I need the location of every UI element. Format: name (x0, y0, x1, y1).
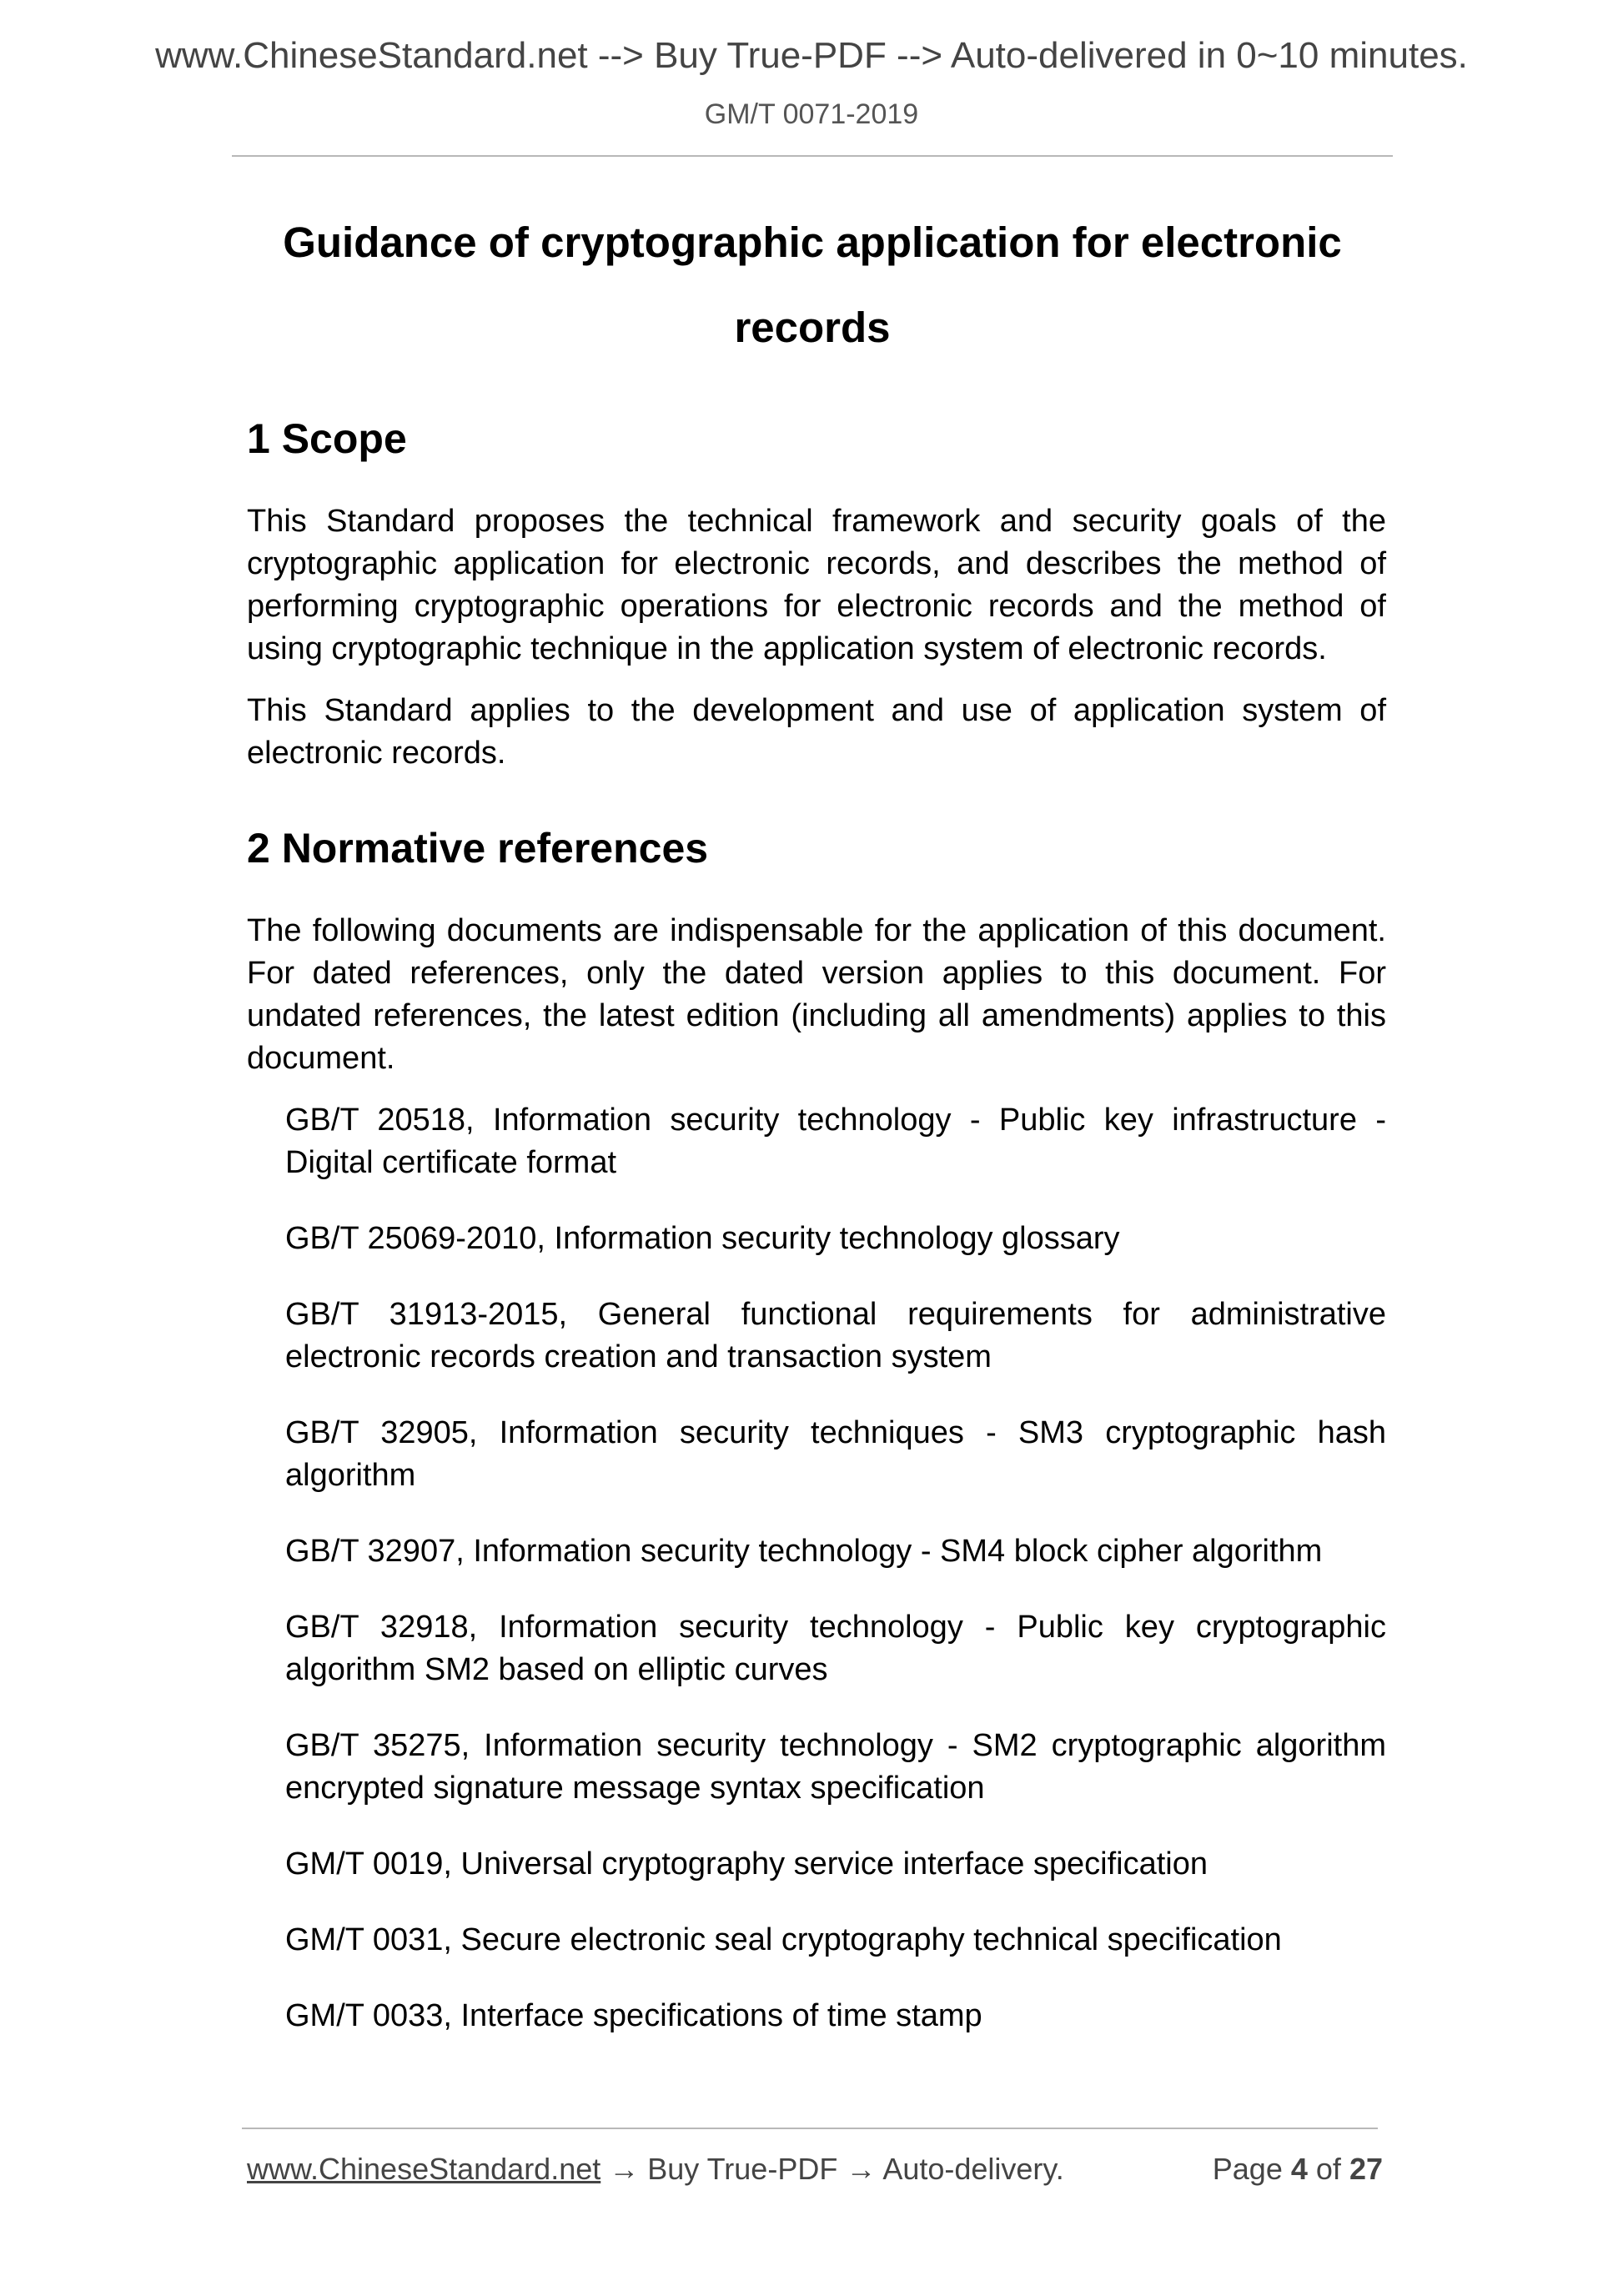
reference-item: GB/T 32918, Information security technology - Public key cryptographic algorithm SM2 based on elliptic curves (285, 1610, 1386, 1687)
reference-item: GB/T 32905, Information security techniques - SM3 cryptographic hash algorithm (285, 1415, 1386, 1493)
reference-item: GM/T 0019, Universal cryptography service interface specification (285, 1846, 1208, 1882)
document-body (247, 400, 1386, 2037)
reference-item: GB/T 32907, Information security technology - SM4 block cipher algorithm (285, 1534, 1323, 1569)
header-divider (232, 155, 1393, 157)
document-title-line-2: records (734, 304, 891, 351)
scope-paragraph-1: This Standard proposes the technical framework and security goals of the cryptographic application for electronic records, and describes the method of performing cryptographic operations for electronic records and the method of using cryptographic technique in the application system of electronic records. (247, 504, 1386, 666)
scope-paragraph-2: This Standard applies to the development and use of application system of electronic records. (247, 693, 1386, 771)
page-total: 27 (1349, 2152, 1383, 2186)
page-indicator (1174, 2152, 1383, 2187)
promo-banner: www.ChineseStandard.net --> Buy True-PDF --> Auto-delivered in 0~10 minutes. (155, 35, 1468, 76)
page-label: Page (1212, 2152, 1283, 2186)
page-of-label: of (1315, 2152, 1341, 2186)
reference-list (247, 1099, 1386, 2037)
footer-site-link[interactable]: www.ChineseStandard.net (247, 2152, 601, 2186)
footer-tagline: → Buy True-PDF → Auto-delivery. (600, 2152, 1064, 2186)
page-current: 4 (1290, 2152, 1308, 2186)
reference-item: GB/T 31913-2015, General functional requirements for administrative electronic records creation and transaction system (285, 1297, 1386, 1374)
document-code: GM/T 0071-2019 (704, 98, 919, 130)
section-heading-scope: 1 Scope (247, 415, 407, 462)
document-title-line-1: Guidance of cryptographic application for electronic (283, 219, 1342, 266)
reference-item: GB/T 25069-2010, Information security technology glossary (285, 1221, 1120, 1256)
footer-divider (242, 2128, 1378, 2129)
section-heading-normative-references: 2 Normative references (247, 825, 709, 872)
normative-intro-paragraph: The following documents are indispensable for the application of this document. For dated references, only the dated version applies to this document. For undated references, the latest edition (including all amendments) applies to this document. (247, 913, 1386, 1076)
page-footer (247, 2152, 1383, 2187)
reference-item: GM/T 0031, Secure electronic seal cryptography technical specification (285, 1922, 1282, 1957)
reference-item: GB/T 20518, Information security technology - Public key infrastructure - Digital certificate format (285, 1103, 1386, 1180)
reference-item: GB/T 35275, Information security technology - SM2 cryptographic algorithm encrypted signature message syntax specification (285, 1728, 1386, 1806)
document-title (232, 200, 1393, 370)
reference-item: GM/T 0033, Interface specifications of time stamp (285, 1998, 982, 2033)
